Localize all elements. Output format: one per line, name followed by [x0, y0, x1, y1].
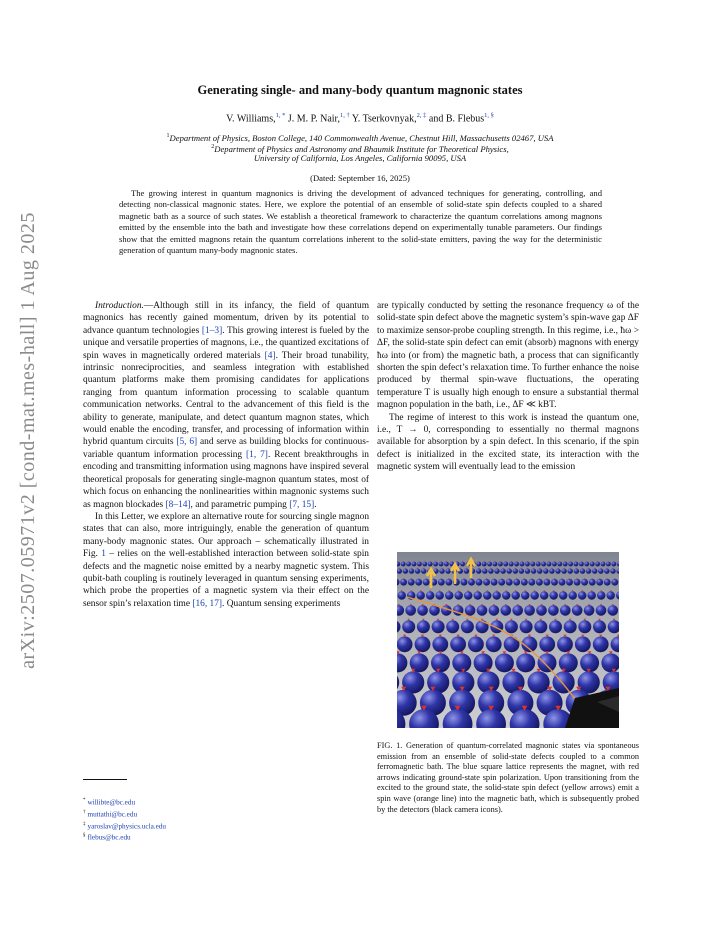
magnet-sphere	[536, 562, 541, 567]
magnet-sphere	[464, 591, 472, 599]
magnet-sphere	[491, 579, 498, 586]
magnet-sphere	[398, 591, 406, 599]
magnet-sphere	[520, 562, 525, 567]
magnet-sphere	[513, 579, 520, 586]
magnet-sphere	[445, 591, 453, 599]
magnet-sphere	[426, 591, 434, 599]
magnet-sphere	[445, 568, 450, 573]
magnet-sphere	[415, 636, 431, 652]
magnet-sphere	[608, 605, 619, 616]
magnet-sphere	[604, 568, 609, 573]
author-marker[interactable]: 2, ‡	[416, 112, 427, 119]
magnet-sphere	[579, 562, 584, 567]
magnet-sphere	[584, 605, 595, 616]
magnet-sphere	[607, 591, 615, 599]
magnet-sphere	[439, 568, 444, 573]
email-link[interactable]: yaroslav@physics.ucla.edu	[87, 821, 166, 830]
magnet-sphere	[536, 605, 547, 616]
magnet-sphere	[450, 636, 466, 652]
magnet-sphere	[563, 562, 568, 567]
magnet-sphere	[611, 579, 618, 586]
magnet-sphere	[477, 605, 488, 616]
magnet-sphere	[444, 562, 449, 567]
footnote-mark: *	[83, 798, 86, 803]
magnet-sphere	[402, 620, 415, 633]
body-text: . Their broad tunability, intrinsic nonreciprocities, and seamless integration with established quantum platforms make them promising candidates for applications ranging from quantum information processing to scalable quantum communication networks. Central to the advancement of this field is the ability to generate, manipulate, and detect quantum magnon states, which would enable the encoding, transfer, and processing of information within hybrid quantum circuits	[83, 350, 369, 448]
magnet-sphere	[568, 568, 573, 573]
magnet-sphere	[555, 568, 560, 573]
magnet-sphere	[433, 562, 438, 567]
magnet-sphere	[461, 620, 474, 633]
magnet-sphere	[431, 653, 450, 672]
magnet-sphere	[512, 591, 520, 599]
magnet-sphere	[476, 620, 489, 633]
citation-link[interactable]: [16, 17]	[192, 598, 223, 609]
magnet-sphere	[476, 579, 483, 586]
magnet-sphere	[593, 620, 606, 633]
magnet-sphere	[539, 636, 555, 652]
citation-link[interactable]: [1–3]	[201, 325, 223, 336]
paper-title: Generating single- and many-body quantum magnonic states	[197, 83, 523, 97]
footnote-rule	[83, 779, 127, 780]
magnet-sphere	[552, 562, 557, 567]
magnet-sphere	[468, 579, 475, 586]
magnet-sphere	[534, 620, 547, 633]
magnet-sphere	[590, 562, 595, 567]
body-text: —Although still in its infancy, the field of quantum magnonics has recently gained momentum, driven by its potential to advance quantum technologies	[83, 301, 369, 336]
magnet-sphere	[501, 605, 512, 616]
magnet-sphere	[540, 591, 548, 599]
magnet-sphere	[512, 605, 523, 616]
magnet-sphere	[476, 562, 481, 567]
magnet-sphere	[544, 579, 551, 586]
body-text: In this Letter, we explore an alternative route for sourcing single magnon states that can also, more intriguingly, enable the generation of quantum many-body magnonic states. Our approach – schematically illustrated in Fig.	[83, 511, 370, 560]
body-text: . This growing interest is fueled by the unique and versatile properties of magnons, i.e., the quantized excitations of spin waves in magnetically ordered materials	[83, 325, 370, 361]
author-name: J. M. P. Nair,	[287, 113, 340, 125]
magnet-sphere	[537, 568, 542, 573]
right-paragraph-1: are typically conducted by setting the resonance frequency ω of the solid-state spin defect above the magnetic system’s spin-wave gap ΔF to maximize sensor-probe coupling strength. In this regime, i.e., ħω > ΔF, the solid-state spin defect can emit (absorb) magnons with energy ħω into (or from) the magnetic bath, a process that can significantly shorten the spin defect’s relaxation time. To further enhance the noise produced by thermal spin-wave fluctuations, the operating temperature T is usually high enough to ensure a substantial thermal magnon population in the bath, i.e., ΔF ≪ kBT.	[377, 301, 639, 411]
magnet-sphere	[487, 562, 492, 567]
magnet-sphere	[604, 579, 611, 586]
citation-link[interactable]: [1, 7]	[246, 449, 268, 460]
magnet-sphere	[489, 605, 500, 616]
affiliation-text: Department of Physics and Astronomy and Bhaumik Institute for Theoretical Physics,	[214, 143, 509, 154]
magnet-sphere	[417, 562, 422, 567]
magnet-sphere	[507, 568, 512, 573]
magnet-sphere	[611, 562, 616, 567]
magnet-sphere	[543, 568, 548, 573]
magnet-sphere	[423, 579, 430, 586]
author-name: V. Williams,	[226, 113, 276, 125]
figure-1	[397, 552, 619, 728]
magnet-sphere	[495, 653, 514, 672]
magnet-sphere	[506, 579, 513, 586]
footnote	[83, 831, 363, 843]
left-column	[83, 300, 369, 610]
footnote-mark: ‡	[83, 821, 86, 827]
magnet-sphere	[436, 591, 444, 599]
magnet-sphere	[520, 620, 533, 633]
magnet-sphere	[589, 579, 596, 586]
magnet-sphere	[417, 605, 428, 616]
body-text: , and parametric pumping	[190, 499, 290, 510]
magnet-sphere	[547, 562, 552, 567]
magnet-sphere	[528, 579, 535, 586]
magnet-sphere	[550, 591, 558, 599]
magnet-sphere	[525, 562, 530, 567]
magnet-sphere	[531, 568, 536, 573]
body-text: – relies on the well-established interaction between solid-state spin defects and the magnetic noise emitted by a nearby magnetic system. This qubit-bath coupling is routinely leveraged in quantum sensing experiments, which probe the properties of a magnetic system via their effect on the sensor spin’s relaxation time	[83, 549, 369, 609]
magnet-sphere	[503, 562, 508, 567]
magnet-sphere	[468, 636, 484, 652]
magnet-sphere	[486, 636, 502, 652]
magnet-sphere	[513, 568, 518, 573]
email-link[interactable]: willibte@bc.edu	[87, 798, 136, 807]
magnet-sphere	[446, 579, 453, 586]
magnet-sphere	[597, 591, 605, 599]
magnet-sphere	[417, 591, 425, 599]
magnet-sphere	[578, 620, 591, 633]
magnet-sphere	[575, 636, 591, 652]
magnet-sphere	[584, 562, 589, 567]
email-link[interactable]: muttathi@bc.edu	[87, 810, 138, 819]
magnet-sphere	[548, 605, 559, 616]
magnet-sphere	[422, 562, 427, 567]
citation-link[interactable]: [4]	[264, 350, 276, 361]
citation-link[interactable]: [8–14]	[165, 499, 191, 510]
magnet-sphere	[561, 568, 566, 573]
arxiv-identifier-text: arXiv:2507.05971v2 [cond-mat.mes-hall] 1 Aug 2025	[16, 211, 39, 669]
magnet-sphere	[483, 591, 491, 599]
magnet-sphere	[601, 562, 606, 567]
author-name: Y. Tserkovnyak,	[351, 113, 417, 125]
body-text: and serve as building blocks for continuous-variable quantum information processing	[83, 437, 369, 460]
magnet-sphere	[588, 591, 596, 599]
magnet-sphere	[559, 591, 567, 599]
magnet-sphere	[465, 605, 476, 616]
affiliation-text: Department of Physics, Boston College, 140 Commonwealth Avenue, Chestnut Hill, Massachusetts 02467, USA	[169, 132, 554, 143]
magnet-sphere	[596, 579, 603, 586]
author-marker[interactable]: 1, *	[275, 112, 286, 119]
magnet-sphere	[415, 579, 422, 586]
magnet-sphere	[461, 579, 468, 586]
magnet-sphere	[405, 605, 416, 616]
magnet-sphere	[432, 620, 445, 633]
magnet-sphere	[549, 568, 554, 573]
magnet-sphere	[428, 562, 433, 567]
citation-link[interactable]: [7, 15]	[289, 499, 315, 510]
magnet-sphere	[432, 636, 448, 652]
abstract: The growing interest in quantum magnonics is driving the development of advanced techniques for generating, controlling, and detecting non-classical magnonic states. Here, we explore the potential of an ensemble of solid-state spin defects coupled to a shared magnetic bath as a source of such states. We establish a theoretical framework to characterize the quantum correlations among magnons emitted by the ensemble into the bath and investigate how these correlations depend on experimentally tunable parameters. Our findings show that the emitted magnons retain the quantum correlations inherent to the solid-state emitters, paving the way for the deterministic generation of quantum many-body magnonic states.	[119, 188, 602, 256]
magnet-sphere	[541, 562, 546, 567]
affiliation-marker: 1	[166, 133, 170, 139]
figure-caption: FIG. 1. Generation of quantum-correlated magnonic states via spontaneous emission from an ensemble of solid-state defects coupled to a common ferromagnetic bath. The blue square lattice represents the magnet, with red arrows indicating ground-state spin polarization. Upon transitioning from the excited to the ground state, the solid-state spin defect (yellow arrows) emit a spin wave (orange line) into the magnetic bath, which is subsequently probed by the detectors (black camera icons).	[377, 741, 639, 814]
magnet-sphere	[528, 671, 550, 693]
magnet-sphere	[549, 620, 562, 633]
body-text: . Recent breakthroughs in encoding and transmitting information using magnons have inspired several theoretical proposals for generating single-magnon quantum states, most of which focus on enhancing the nonlinearities within magnonic systems such as magnon blockades	[83, 449, 369, 510]
magnet-sphere	[403, 568, 408, 573]
author-marker[interactable]: 1, §	[484, 112, 494, 119]
figure-1-illustration	[397, 552, 619, 728]
magnet-sphere	[482, 568, 487, 573]
intro-paragraph	[83, 300, 369, 511]
magnet-sphere	[595, 562, 600, 567]
magnet-sphere	[551, 579, 558, 586]
magnet-sphere	[409, 568, 414, 573]
magnet-sphere	[572, 605, 583, 616]
magnet-sphere	[406, 562, 411, 567]
magnet-sphere	[525, 568, 530, 573]
body-text: .	[314, 499, 317, 510]
magnet-sphere	[519, 568, 524, 573]
magnet-sphere	[516, 653, 535, 672]
magnet-sphere	[610, 568, 615, 573]
citation-link[interactable]: [5, 6]	[176, 437, 198, 448]
magnet-sphere	[574, 562, 579, 567]
magnet-sphere	[438, 579, 445, 586]
magnet-sphere	[464, 568, 469, 573]
magnet-sphere	[400, 579, 407, 586]
magnet-sphere	[482, 562, 487, 567]
arxiv-identifier	[8, 200, 48, 680]
affiliation-marker: 2	[211, 144, 215, 150]
affiliation-3	[90, 153, 630, 164]
magnet-sphere	[483, 579, 490, 586]
magnet-sphere	[538, 653, 557, 672]
magnet-sphere	[415, 568, 420, 573]
section-label: Introduction.	[95, 301, 144, 311]
magnet-sphere	[598, 568, 603, 573]
right-paragraph-2: The regime of interest to this work is instead the quantum one, i.e., T → 0, corresponding to essentially no thermal magnons available for absorption by a spin defect. In this scenario, if the spin defect is initialized in the excited state, its interaction with the magnetic system will eventually lead to the emission	[377, 412, 639, 473]
magnet-sphere	[569, 591, 577, 599]
email-link[interactable]: flebus@bc.edu	[87, 833, 131, 842]
magnet-sphere	[493, 591, 501, 599]
magnet-sphere	[421, 568, 426, 573]
footnote	[83, 820, 363, 832]
magnet-sphere	[596, 605, 607, 616]
magnet-sphere	[592, 568, 597, 573]
magnet-sphere	[521, 579, 528, 586]
magnet-sphere	[568, 562, 573, 567]
magnet-sphere	[412, 562, 417, 567]
magnet-sphere	[606, 562, 611, 567]
magnet-sphere	[557, 636, 573, 652]
magnet-sphere	[536, 579, 543, 586]
footnote-mark: †	[83, 809, 86, 815]
magnet-sphere	[521, 591, 529, 599]
magnet-sphere	[586, 568, 591, 573]
magnet-sphere	[439, 562, 444, 567]
magnet-sphere	[574, 579, 581, 586]
magnet-sphere	[581, 579, 588, 586]
affiliation-text: University of California, Los Angeles, California 90095, USA	[253, 153, 467, 163]
magnet-sphere	[531, 591, 539, 599]
author-marker[interactable]: 1, †	[339, 112, 350, 119]
magnet-sphere	[460, 562, 465, 567]
magnet-sphere	[500, 568, 505, 573]
magnet-sphere	[524, 605, 535, 616]
magnet-sphere	[564, 620, 577, 633]
magnet-sphere	[498, 579, 505, 586]
dated-line: (Dated: September 16, 2025)	[310, 173, 410, 183]
magnet-sphere	[488, 568, 493, 573]
magnet-sphere	[505, 620, 518, 633]
magnet-sphere	[559, 579, 566, 586]
magnet-sphere	[455, 591, 463, 599]
body-text: . Quantum sensing experiments	[222, 598, 341, 609]
footnote-mark: §	[83, 833, 86, 839]
magnet-sphere	[560, 605, 571, 616]
magnet-sphere	[490, 620, 503, 633]
magnet-sphere	[514, 562, 519, 567]
footnote	[83, 796, 363, 808]
magnet-sphere	[474, 591, 482, 599]
magnet-sphere	[530, 562, 535, 567]
magnet-sphere	[502, 591, 510, 599]
magnet-sphere	[408, 579, 415, 586]
second-paragraph	[83, 511, 369, 610]
magnet-sphere	[593, 636, 609, 652]
magnet-sphere	[559, 653, 578, 672]
magnet-sphere	[578, 591, 586, 599]
magnet-sphere	[417, 620, 430, 633]
right-column	[377, 300, 639, 474]
magnet-sphere	[557, 562, 562, 567]
magnet-sphere	[401, 562, 406, 567]
magnet-sphere	[580, 568, 585, 573]
magnet-sphere	[566, 579, 573, 586]
author-name: and B. Flebus	[428, 113, 485, 125]
author-list	[90, 112, 630, 124]
magnet-sphere	[493, 562, 498, 567]
magnet-sphere	[494, 568, 499, 573]
magnet-sphere	[476, 568, 481, 573]
footnotes	[83, 796, 363, 843]
magnet-sphere	[574, 568, 579, 573]
footnote	[83, 808, 363, 820]
magnet-sphere	[498, 562, 503, 567]
magnet-sphere	[446, 620, 459, 633]
magnet-sphere	[397, 636, 413, 652]
figure-link[interactable]: 1	[101, 549, 106, 560]
magnet-sphere	[509, 562, 514, 567]
